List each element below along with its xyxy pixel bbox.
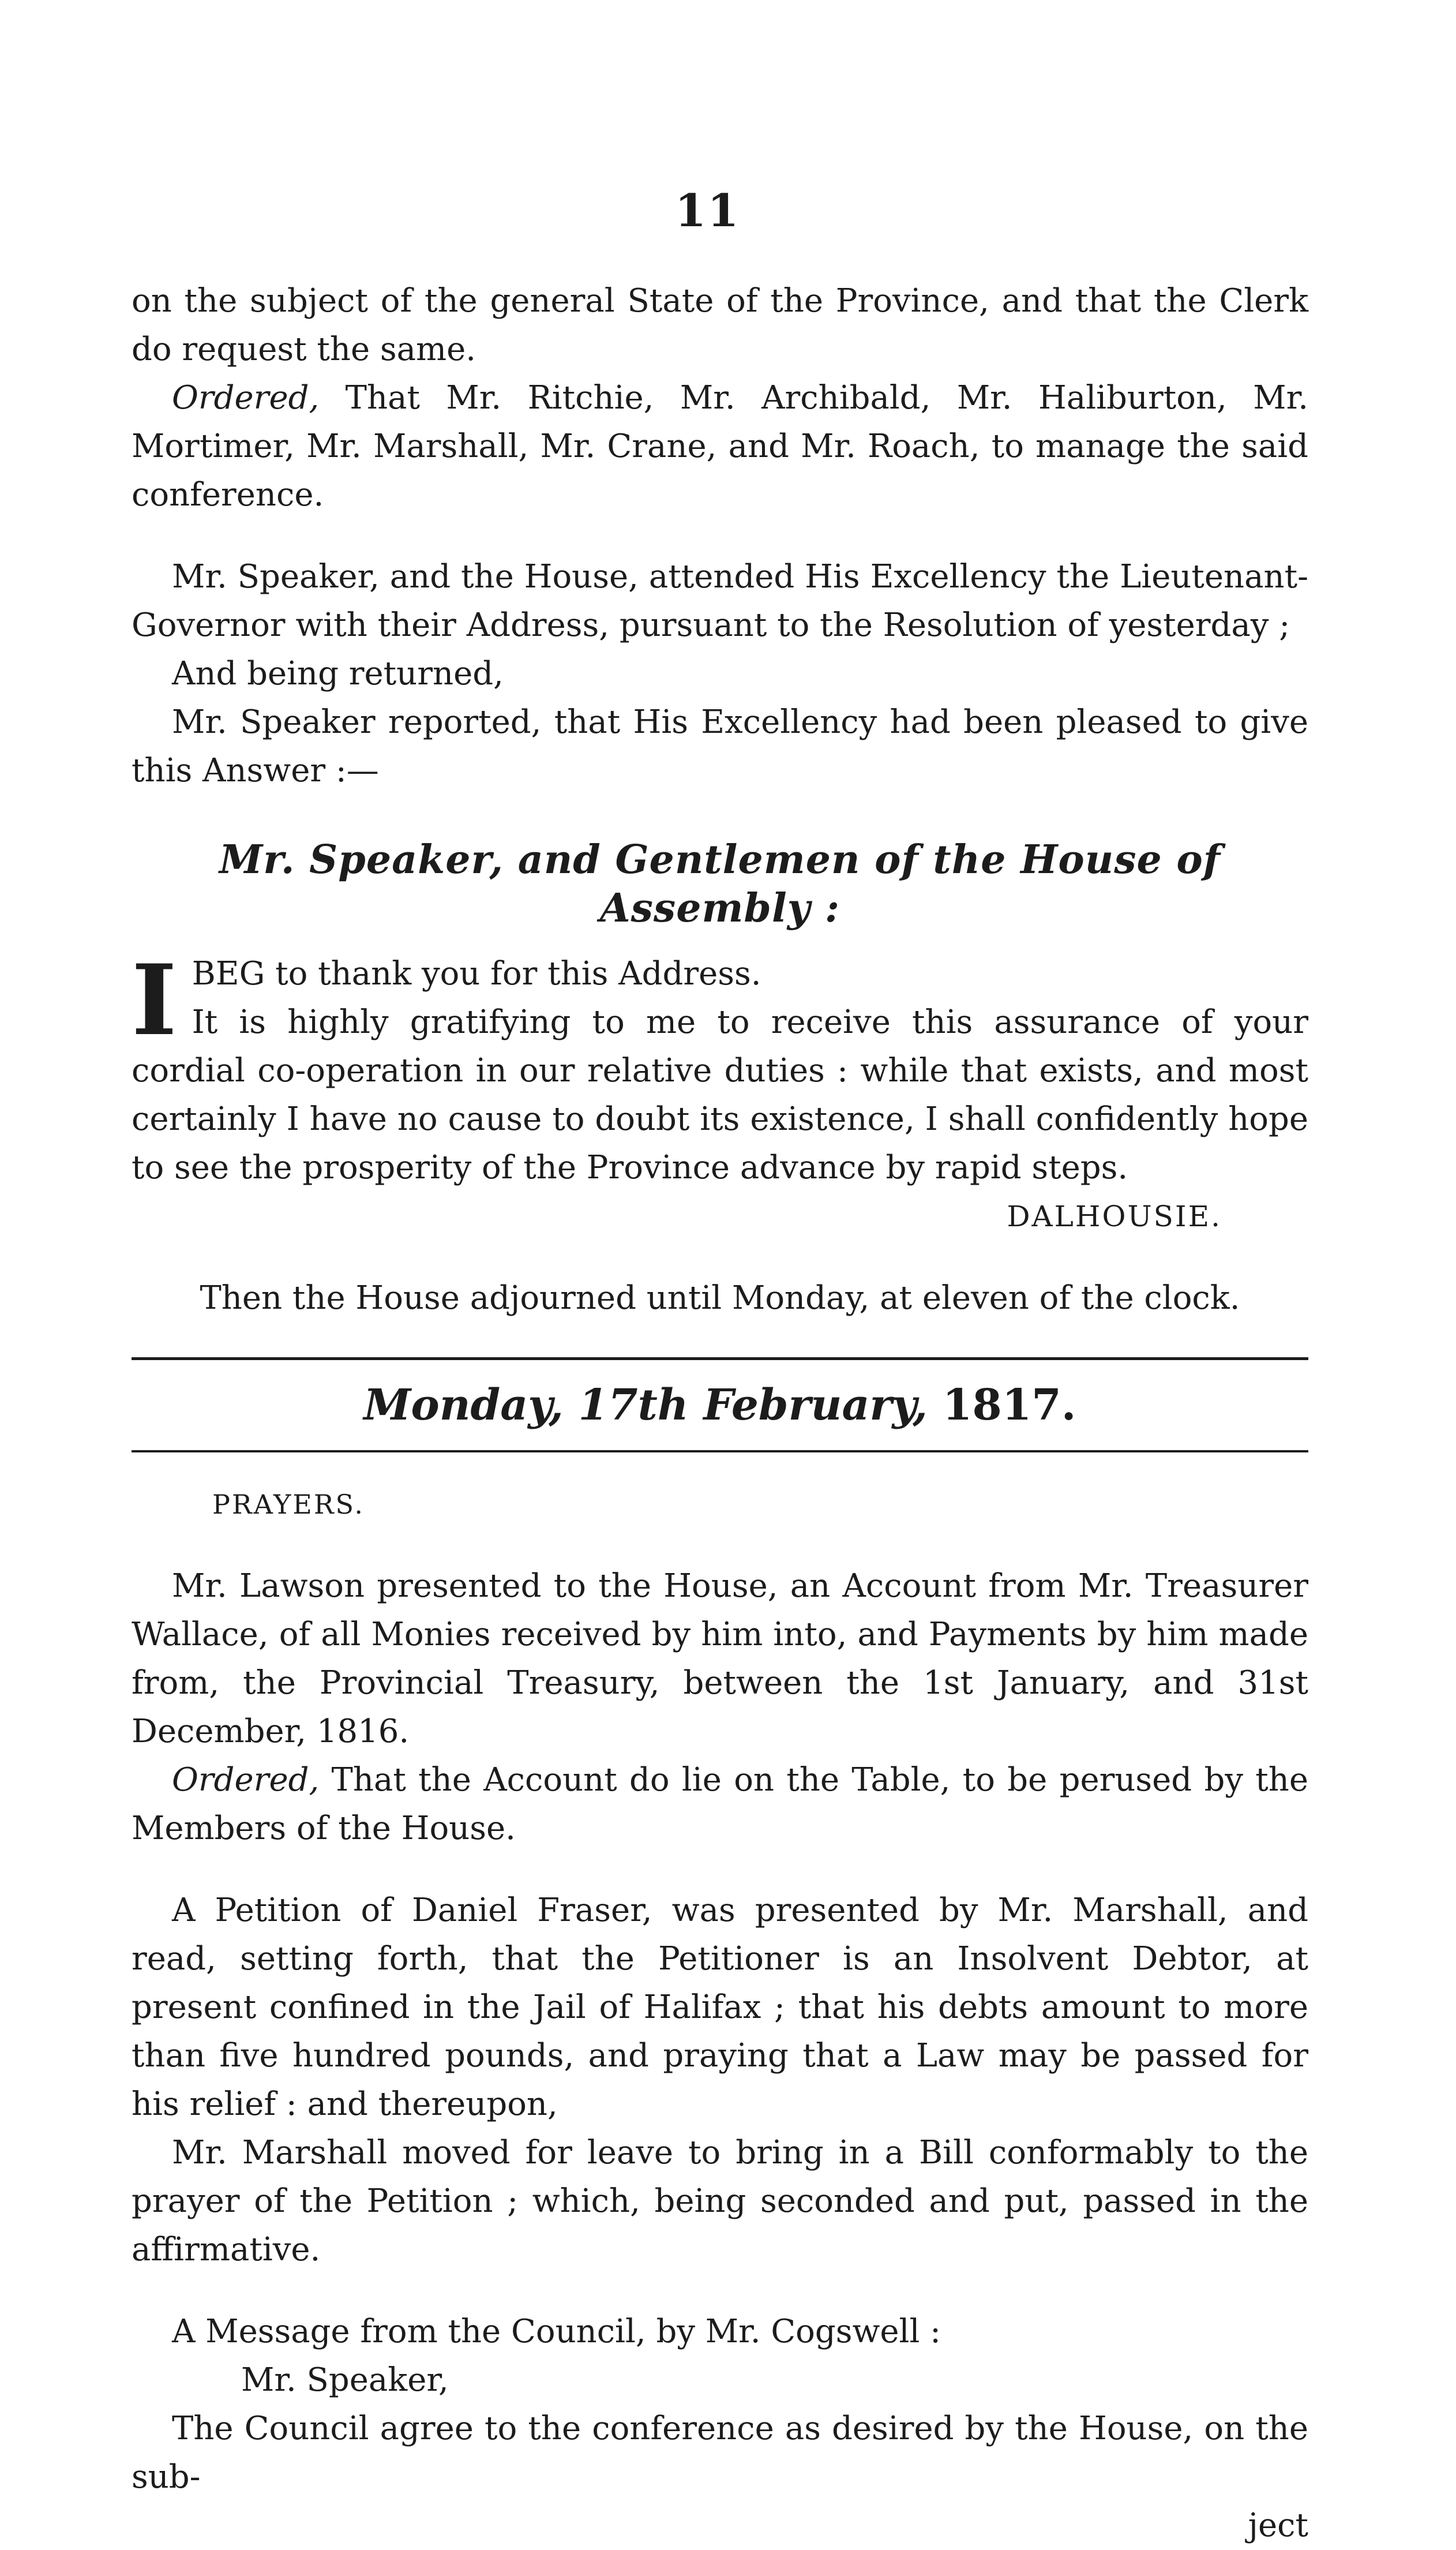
paragraph-text: That Mr. Ritchie, Mr. Archibald, Mr. Haliburton, Mr. Mortimer, Mr. Marshall, Mr. Crane, and Mr. Roach, to manage the said conference. (132, 379, 1308, 514)
paragraph: on the subject of the general State of the Province, and that the Clerk do request the same. (132, 282, 1308, 368)
paragraph-text: That the Account do lie on the Table, to be perused by the Members of the House. (132, 1761, 1308, 1847)
ordered-label: Ordered, (172, 379, 320, 417)
drop-cap: I (132, 943, 177, 1057)
paragraph-text: BEG to thank you for this Address. (192, 955, 761, 993)
paragraph (132, 1756, 1308, 1853)
paragraph: A Message from the Council, by Mr. Cogswell : (172, 2313, 941, 2350)
paragraph: And being returned, (172, 655, 504, 692)
paragraph: Mr. Speaker, and the House, attended His Excellency the Lieutenant-Governor with their Address, pursuant to the Resolution of yesterday ; (132, 558, 1308, 644)
paragraph: Mr. Marshall moved for leave to bring in a Bill conformably to the prayer of the Petition ; which, being seconded and put, passed in the affirmative. (132, 2134, 1308, 2268)
paragraph: Mr. Lawson presented to the House, an Account from Mr. Treasurer Wallace, of all Monies received by him into, and Payments by him made from, the Provincial Treasury, between the 1st January, and 31st December, 1816. (132, 1567, 1308, 1750)
date-heading-text: Monday, 17th February, (363, 1380, 928, 1430)
signature: DALHOUSIE. (1007, 1200, 1222, 1233)
paragraph: A Petition of Daniel Fraser, was presented by Mr. Marshall, and read, setting forth, that the Petitioner is an Insolvent Debtor, at present confined in the Jail of Halifax ; that his debts amount to more than five hundred pounds, and praying that a Law may be passed for his relief : and thereupon, (132, 1892, 1308, 2123)
paragraph: The Council agree to the conference as desired by the House, on the sub- (132, 2410, 1308, 2496)
paragraph (132, 943, 1308, 1057)
divider-rule (132, 1357, 1308, 1360)
paragraph (132, 374, 1308, 519)
catchword: ject (1248, 2507, 1308, 2544)
paragraph: Mr. Speaker reported, that His Excellency had been pleased to give this Answer :— (132, 703, 1308, 789)
divider-rule (132, 1450, 1308, 1452)
address-title: Mr. Speaker, and Gentlemen of the House of Assembly : (219, 837, 1221, 931)
prayers-heading: PRAYERS. (212, 1489, 365, 1520)
paragraph: It is highly gratifying to me to receive this assurance of your cordial co-operation in our relative duties : while that exists, and most certainly I have no cause to doubt its existence, I shall confidently hope to see the prosperity of the Province advance by rapid steps. (132, 1003, 1308, 1186)
paragraph: Mr. Speaker, (241, 2361, 449, 2399)
paragraph: Then the House adjourned until Monday, at eleven of the clock. (200, 1279, 1240, 1317)
date-year: 1817. (942, 1380, 1076, 1430)
page-number: 11 (675, 185, 740, 237)
date-heading (132, 1381, 1308, 1429)
ordered-label: Ordered, (172, 1761, 320, 1799)
page-body (132, 277, 1308, 2550)
